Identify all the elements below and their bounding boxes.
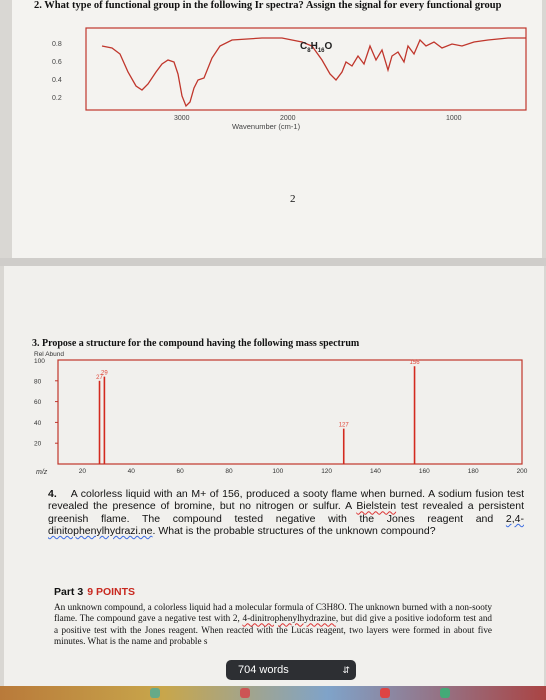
ms-x-tick-label: 120 [321,468,333,475]
dock-app-icon[interactable] [150,688,160,698]
dock-app-icon[interactable] [380,688,390,698]
dnph-word: 2,4-dinitophenylhydrazi.ne [48,512,524,538]
page-number: 2 [290,193,296,205]
ms-y-tick-label: 40 [34,419,42,427]
ms-y-tick-label: 80 [34,378,42,386]
ms-peak-label: 29 [101,370,108,377]
question-2-text: 2. What type of functional group in the following Ir spectra? Assign the signal for every functional group [34,0,502,11]
ms-y-tick-label: 20 [34,440,42,448]
question-3-text: 3. Propose a structure for the compound having the following mass spectrum [32,338,360,349]
ms-x-label: m/z [36,469,48,476]
ir-spectrum-chart [42,16,546,150]
ms-x-tick-label: 180 [467,468,479,475]
ir-x-tick: 1000 [446,115,462,122]
page-2 [4,266,544,686]
ms-x-tick-label: 100 [272,468,284,475]
ms-x-ticks [79,468,528,475]
part-3-heading: Part 3 9 POINTS [54,586,136,598]
ms-x-tick-label: 40 [127,468,135,475]
question-4-text: 4. A colorless liquid with an M+ of 156, produced a sooty flame when burned. A sodium fusion test revealed the presence of bromine, but no nitrogen or sulfur. A Bielstein test revealed a persistent greenish flame. The compound tested negative with the Jones reagent and 2,4-dinitophenylhydrazi.ne. What is the probable structures of the unknown compound? [48,488,524,538]
ir-x-tick: 3000 [174,115,190,122]
word-count-button[interactable] [226,660,356,680]
ir-formula: $C_8H_{16}O$ [300,41,333,54]
ms-peaks [96,360,420,464]
ms-peak-label: 127 [338,422,349,429]
ms-y-tick-label: 60 [34,399,42,407]
ms-peak-label: 156 [409,360,420,367]
ms-y-ticks [34,378,58,447]
dock-bar [0,686,546,700]
mass-spectrum-chart [28,350,528,482]
ms-x-tick-label: 140 [370,468,381,475]
ms-x-tick-label: 160 [418,468,430,475]
bielstein-word: Bielstein [356,500,397,513]
ms-x-tick-label: 200 [516,468,528,475]
ms-x-tick-label: 80 [225,468,233,475]
ir-y-tick: 0.4 [52,77,62,84]
ir-x-label: Wavenumber (cm-1) [232,122,301,131]
word-count-label: 704 words [238,664,289,676]
ms-y-label: Rel Abund [34,351,64,358]
ms-plot-frame [58,360,522,464]
dnph-word-2: 4-dinitrophenylhydrazine [242,613,336,624]
ms-y-label-max: 100 [34,358,45,365]
page-gap [0,258,546,266]
ms-peak-label: 27 [96,374,103,381]
ir-y-tick: 0.2 [52,95,62,102]
question-4-number: 4. [48,488,57,500]
ms-x-tick-label: 60 [176,468,184,475]
ir-y-tick: 0.8 [52,41,62,48]
ir-x-tick: 2000 [280,115,296,122]
part-3-points: 9 POINTS [87,586,136,598]
ir-y-tick: 0.6 [52,59,62,66]
part-3-body: An unknown compound, a colorless liquid had a molecular formula of C3H8O. The unknown burned with a non-sooty flame. The compound gave a negative test with 2, 4-dinitrophenylhydrazine, but did give a positive iodoform test and a positive test with the Jones reagent. When reacted with the Lucas reagent, two layers were formed in about five minutes. What is the name and probable s [54,602,493,646]
dock-app-icon[interactable] [440,688,450,698]
dock-app-icon[interactable] [240,688,250,698]
chevron-updown-icon: ⇵ [342,664,350,675]
ms-x-tick-label: 20 [78,468,87,475]
page-1 [12,0,542,258]
